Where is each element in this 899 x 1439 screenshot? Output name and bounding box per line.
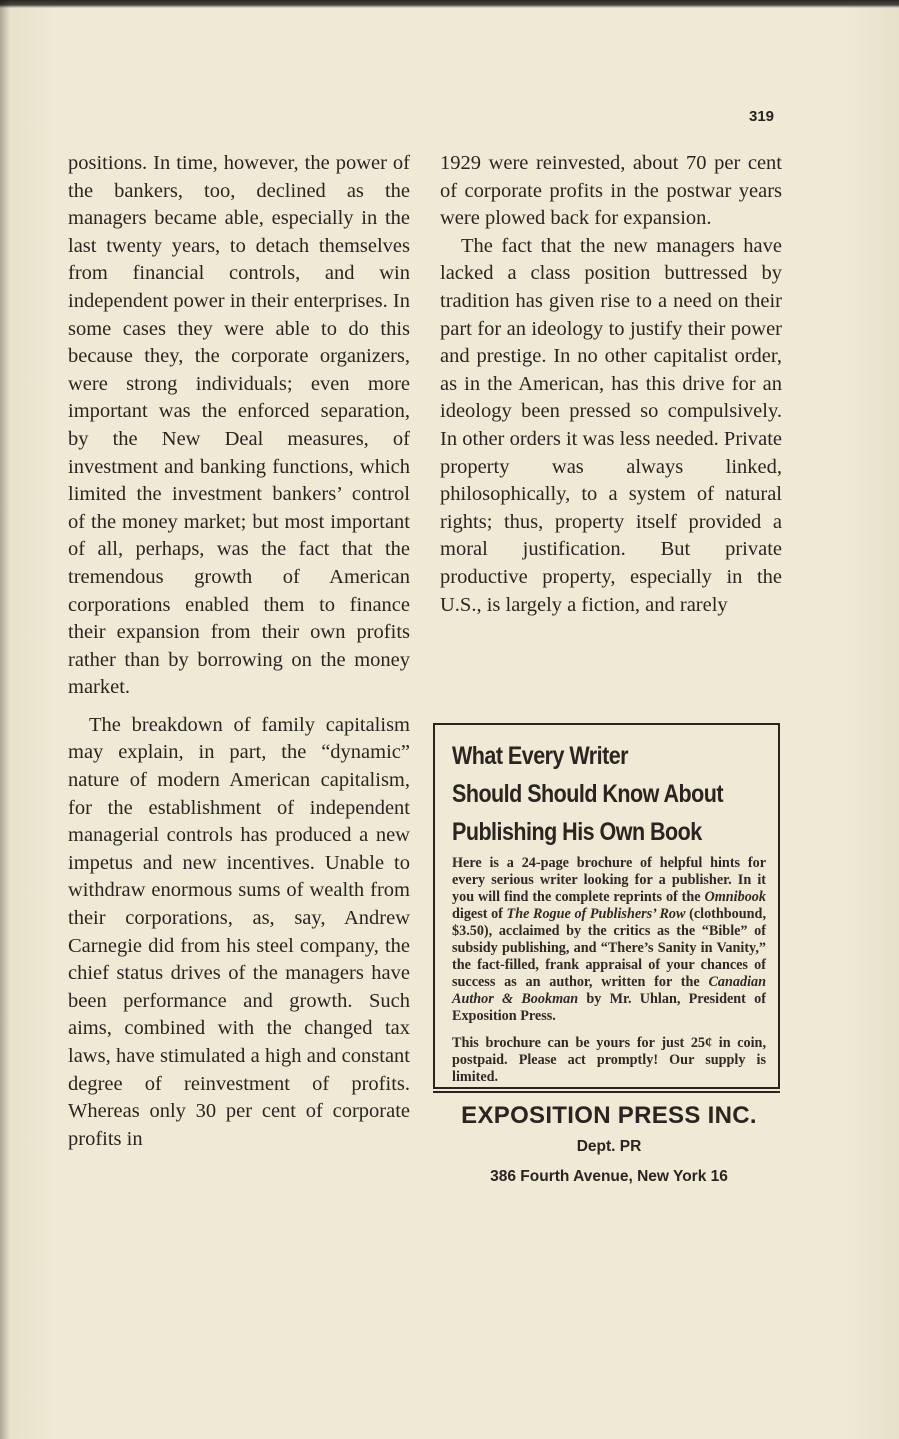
paragraph: 1929 were reinvested, about 70 per cent of corporate profits in the postwar years were plowed back for expansion. bbox=[440, 152, 782, 230]
binding-shadow bbox=[0, 0, 10, 1439]
page-top-edge bbox=[0, 0, 899, 8]
book-title: The Rogue of Publishers’ Row bbox=[506, 906, 686, 922]
ad-headline-line: What Every Writer bbox=[452, 742, 629, 770]
ad-bottom-rule bbox=[433, 1091, 780, 1093]
ad-body-text: Here is a 24-page brochure of helpful hints for every serious writer looking for a publisher. In it you will find the complete reprints of the Omnibook digest of The Rogue of Publishers’ Row (clothbound, $3.50), acclaimed by the critics as the “Bible” of subsidy publishing, and “There’s Sanity in Vanity,” the fact-filled, frank appraisal of your chances of success as an author, written for the Canadian Author & Bookman by Mr. Uhlan, President of Exposition Press. bbox=[452, 855, 766, 1024]
ad-address: 386 Fourth Avenue, New York 16 bbox=[490, 1168, 728, 1185]
ad-offer-text: This brochure can be yours for just 25¢ in coin, postpaid. Please act promptly! Our supply is limited. bbox=[452, 1035, 766, 1085]
left-text-column bbox=[68, 150, 410, 1153]
paragraph: The fact that the new managers have lacked a class position buttressed by tradition has given rise to a need on their part for an ideology to justify their power and prestige. In no other capitalist order, as in the American, has this drive for an ideology been pressed so compulsively. In other orders it was less needed. Private property was always linked, philosophically, to a system of natural rights; thus, property itself provided a moral justification. But private productive property, especially in the U.S., is largely a fiction, and rarely bbox=[440, 234, 782, 616]
ad-headline-line: Publishing His Own Book bbox=[452, 818, 702, 846]
paragraph: positions. In time, however, the power of the bankers, too, declined as the managers became able, especially in the last twenty years, to detach themselves from financial controls, and win independent power in their enterprises. In some cases they were able to do this because they, the corporate organizers, were strong individuals; even more important was the enforced separation, by the New Deal measures, of investment and banking functions, which limited the investment bankers’ control of the money market; but most important of all, perhaps, was the fact that the tremendous growth of American corporations enabled them to finance their expansion from their own profits rather than by borrowing on the money market. bbox=[68, 152, 410, 699]
ad-company-name: EXPOSITION PRESS INC. bbox=[461, 1102, 757, 1129]
omnibook-title: Omnibook bbox=[704, 889, 766, 905]
ad-department: Dept. PR bbox=[576, 1138, 642, 1155]
ad-headline-line: Should Should Know About bbox=[452, 780, 724, 808]
right-text-column bbox=[440, 150, 782, 619]
page-number: 319 bbox=[749, 108, 775, 125]
paragraph: The breakdown of family capitalism may explain, in part, the “dynamic” nature of modern American capitalism, for the establishment of independent managerial controls has produced a new impetus and new incentives. Unable to withdraw enormous sums of wealth from their corporations, as, say, Andrew Carnegie did from his steel company, the chief status drives of the managers have been performance and growth. Such aims, combined with the changed tax laws, have stimulated a high and constant degree of reinvestment of profits. Whereas only 30 per cent of corporate profits in bbox=[68, 713, 410, 1150]
advertisement-box bbox=[433, 723, 780, 1185]
magazine-title: Canadian Author & Bookman bbox=[452, 974, 766, 1007]
